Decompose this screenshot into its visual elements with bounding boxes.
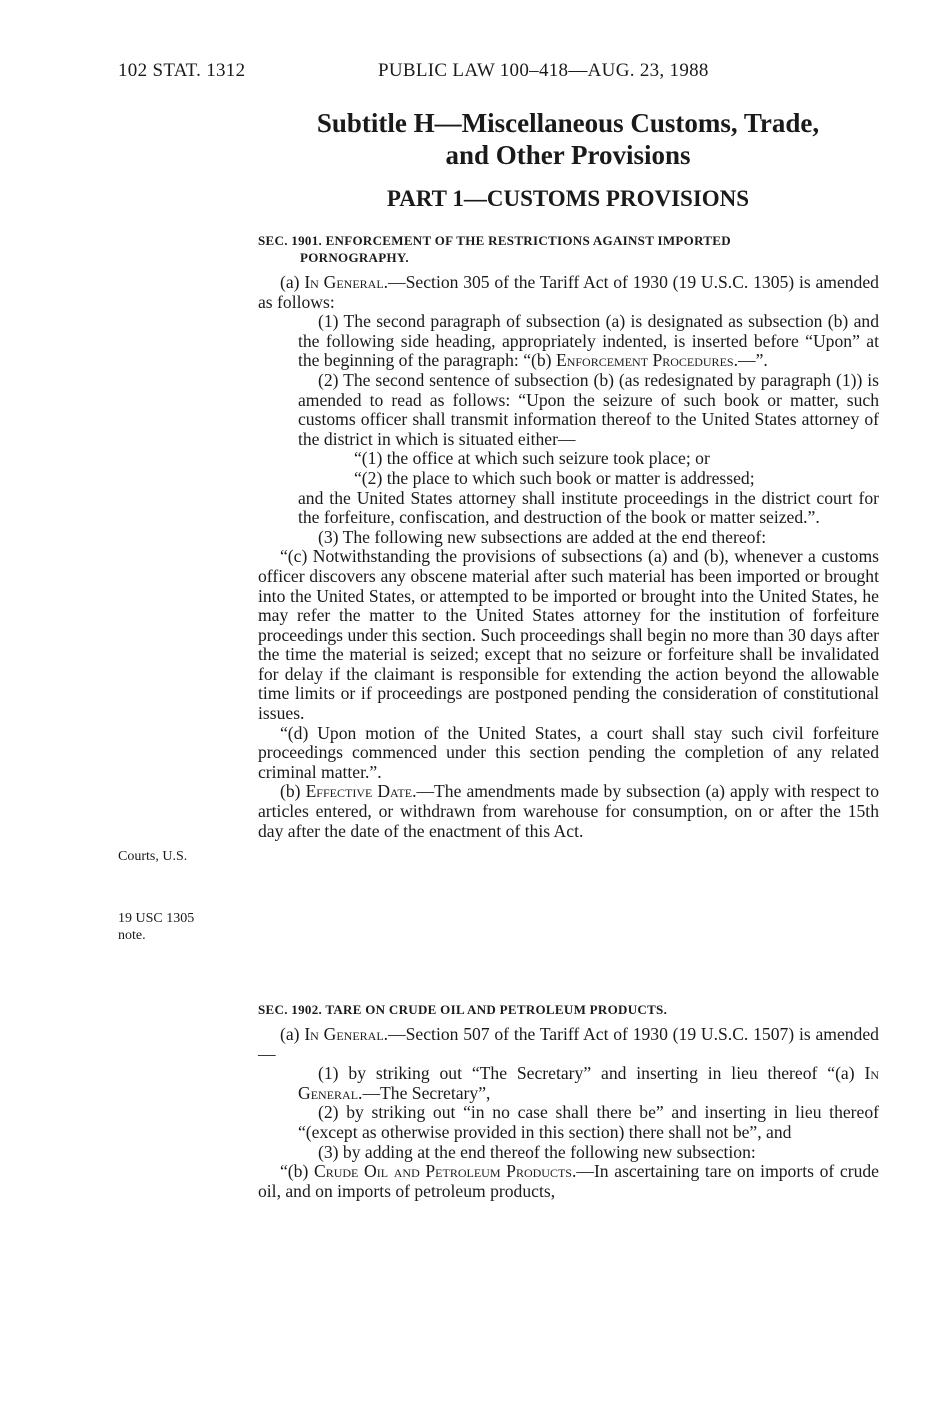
sec1902-new-subsection-b [258,1162,879,1201]
sec1902-sub-b-heading: Crude Oil and Petroleum Products [313,1161,572,1182]
sec1901-a-lead: (a) [280,272,305,292]
subtitle-line-2: and Other Provisions [445,140,691,170]
sec1901-a-heading: In General [304,272,384,292]
section-1901-heading [258,232,879,266]
margin-note-usc-line-2: note. [118,928,146,943]
sec1901-quoted-continuation: and the United States attorney shall institute proceedings in the district court for the forfeiture, confiscation, and destruction of the book or matter seized.”. [298,487,879,528]
margin-note-usc [118,910,238,944]
section-1901-heading-line-2: PORNOGRAPHY. [300,250,409,265]
sec1901-b-text: .—The amendments made by subsection (a) apply with respect to articles entered, or withdrawn from warehouse for consumption, on or after the 15th day after the date of the enactment of this Act. [258,781,880,841]
sec1902-a-lead: (a) [280,1024,305,1044]
statute-page-number: 102 STAT. 1312 [118,60,246,81]
sec1901-paragraph-2: (2) The second sentence of subsection (b) (as redesignated by paragraph (1)) is amended to read as follows: “Upon the seizure of such book or matter, such customs officer shall transmit information thereof to the United States attorney of the district in which is situated either— [298,369,879,449]
sec1901-b-heading: Effective Date [305,781,413,802]
sec1902-a-text: .—Section 507 of the Tariff Act of 1930 (19 U.S.C. 1507) is amended— [258,1024,879,1064]
sec1901-quoted-item-1: “(1) the office at which such seizure took place; or [354,448,710,469]
public-law-citation: PUBLIC LAW 100–418—AUG. 23, 1988 [378,60,709,81]
sec1901-subsection-b [258,782,879,841]
part-heading: PART 1—CUSTOMS PROVISIONS [386,186,750,211]
sec1901-quoted-item-2: “(2) the place to which such book or matter is addressed; [354,467,755,488]
sec1902-paragraph-1 [258,1064,879,1103]
sec1901-subsection-a [258,273,879,312]
sec1902-item1-end: .—The Secretary”, [358,1082,491,1103]
sec1902-a-heading: In General [304,1024,384,1044]
sec1902-sub-b-text: .—In ascertaining tare on imports of crude oil, and on imports of petroleum products, [258,1161,879,1201]
section-1902 [258,1001,879,1201]
sec1902-item1-heading: In General [298,1063,879,1103]
sec1901-new-subsection-d: “(d) Upon motion of the United States, a court shall stay such civil forfeiture proceedings commenced under this section pending the completion of any related criminal matter.”. [258,722,879,782]
section-1902-heading: SEC. 1902. TARE ON CRUDE OIL AND PETROLEUM PRODUCTS. [258,1002,668,1017]
sec1901-b-lead: (b) [280,781,306,802]
sec1901-paragraph-3: (3) The following new subsections are added at the end thereof: [318,526,767,547]
margin-note-courts: Courts, U.S. [118,849,188,864]
sec1902-subsection-a [258,1025,879,1064]
sec1901-item1-end: .—”. [733,350,768,371]
sec1901-item1-heading: Enforcement Procedures [555,350,734,371]
section-1901 [258,232,879,841]
sec1901-item1-text: (1) The second paragraph of subsection (a) is designated as subsection (b) and the following side heading, appropriately indented, is inserted before “Upon” at the beginning of the paragraph: “(b) [298,311,879,371]
sec1902-paragraph-3: (3) by adding at the end thereof the following new subsection: [318,1141,756,1162]
subtitle-line-1: Subtitle H—Miscellaneous Customs, Trade, [316,108,820,138]
sec1902-item1-text: (1) by striking out “The Secretary” and inserting in lieu thereof “(a) [318,1063,865,1084]
subtitle-heading [258,107,878,171]
sec1901-paragraph-1 [258,312,879,371]
sec1901-a-text: .—Section 305 of the Tariff Act of 1930 (19 U.S.C. 1305) is amended as follows: [258,272,879,312]
sec1902-sub-b-lead: “(b) [280,1161,314,1182]
sec1901-new-subsection-c: “(c) Notwithstanding the provisions of subsections (a) and (b), whenever a customs officer discovers any obscene material after such material has been imported or brought into the United States, or attempted to be imported or brought into the United States, he may refer the matter to the United States attorney for the institution of forfeiture proceedings under this section. Such proceedings shall begin no more than 30 days after the time the material is seized; except that no seizure or forfeiture shall be invalidated for delay if the claimant is responsible for extending the action beyond the allowable time limits or if proceedings are postponed pending the consideration of constitutional issues. [258,546,879,724]
section-1901-heading-line-1: SEC. 1901. ENFORCEMENT OF THE RESTRICTIONS AGAINST IMPORTED [258,233,731,248]
sec1902-paragraph-2: (2) by striking out “in no case shall there be” and inserting in lieu thereof “(except as otherwise provided in this section) there shall not be”, and [298,1102,879,1142]
margin-note-usc-line-1: 19 USC 1305 [118,911,195,926]
